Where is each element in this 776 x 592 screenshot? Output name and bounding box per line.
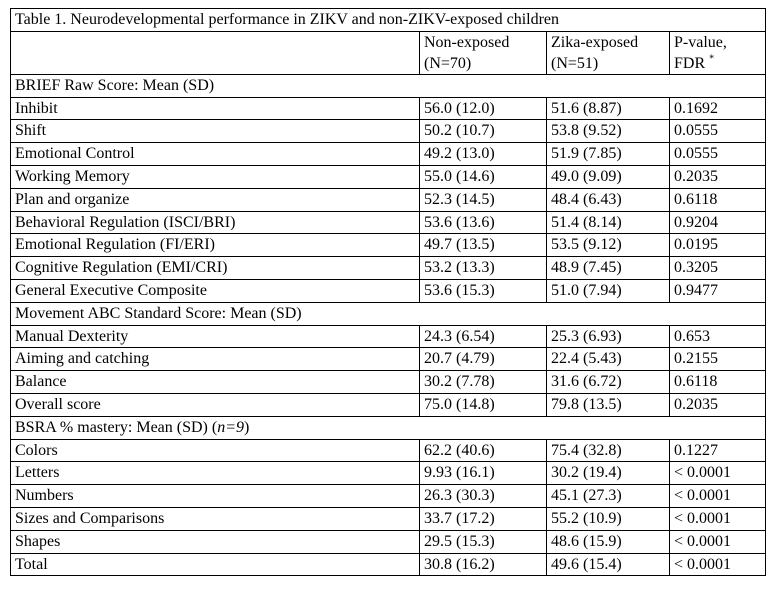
p-value: < 0.0001 — [670, 507, 766, 530]
zika-exposed-value: 51.6 (8.87) — [547, 97, 670, 120]
zika-exposed-value: 30.2 (19.4) — [547, 462, 670, 485]
p-value: 0.0555 — [670, 120, 766, 143]
section-label — [11, 302, 766, 325]
p-value: 0.1692 — [670, 97, 766, 120]
zika-exposed-value: 53.8 (9.52) — [547, 120, 670, 143]
p-value: 0.0195 — [670, 234, 766, 257]
table-row — [11, 507, 766, 530]
section-header-row — [11, 416, 766, 439]
p-value: < 0.0001 — [670, 485, 766, 508]
header-p-value — [670, 31, 766, 74]
p-value: 0.0555 — [670, 143, 766, 166]
table-row — [11, 211, 766, 234]
non-exposed-value: 50.2 (10.7) — [420, 120, 547, 143]
zika-exposed-value: 51.4 (8.14) — [547, 211, 670, 234]
non-exposed-value: 56.0 (12.0) — [420, 97, 547, 120]
non-exposed-value: 24.3 (6.54) — [420, 325, 547, 348]
table-row — [11, 97, 766, 120]
zika-exposed-value: 75.4 (32.8) — [547, 439, 670, 462]
zika-exposed-value: 25.3 (6.93) — [547, 325, 670, 348]
non-exposed-value: 55.0 (14.6) — [420, 165, 547, 188]
zika-exposed-value: 49.6 (15.4) — [547, 553, 670, 576]
non-exposed-value: 75.0 (14.8) — [420, 393, 547, 416]
non-exposed-value: 29.5 (15.3) — [420, 530, 547, 553]
non-exposed-value: 62.2 (40.6) — [420, 439, 547, 462]
non-exposed-value: 33.7 (17.2) — [420, 507, 547, 530]
table-row — [11, 143, 766, 166]
zika-exposed-value: 79.8 (13.5) — [547, 393, 670, 416]
row-label: Total — [11, 553, 420, 576]
p-value: 0.3205 — [670, 257, 766, 280]
p-value: 0.6118 — [670, 188, 766, 211]
table-row — [11, 393, 766, 416]
table-row — [11, 325, 766, 348]
zika-exposed-value: 53.5 (9.12) — [547, 234, 670, 257]
table-row — [11, 530, 766, 553]
zika-exposed-value: 31.6 (6.72) — [547, 371, 670, 394]
row-label: Colors — [11, 439, 420, 462]
zika-exposed-value: 49.0 (9.09) — [547, 165, 670, 188]
header-zika-exposed — [547, 31, 670, 74]
section-label-suffix: ) — [244, 418, 250, 436]
section-header-row — [11, 302, 766, 325]
row-label: Inhibit — [11, 97, 420, 120]
section-header-row — [11, 74, 766, 97]
header-non-exposed-line2: (N=70) — [424, 54, 472, 72]
header-p-value-line1: P-value, — [674, 33, 727, 51]
zika-exposed-value: 48.4 (6.43) — [547, 188, 670, 211]
non-exposed-value: 9.93 (16.1) — [420, 462, 547, 485]
p-value: 0.2155 — [670, 348, 766, 371]
zika-exposed-value: 48.9 (7.45) — [547, 257, 670, 280]
zika-exposed-value: 22.4 (5.43) — [547, 348, 670, 371]
row-label: Emotional Regulation (FI/ERI) — [11, 234, 420, 257]
header-non-exposed — [420, 31, 547, 74]
table-row — [11, 120, 766, 143]
results-table — [10, 8, 766, 576]
non-exposed-value: 49.7 (13.5) — [420, 234, 547, 257]
header-zika-exposed-line1: Zika-exposed — [551, 33, 639, 51]
zika-exposed-value: 45.1 (27.3) — [547, 485, 670, 508]
row-label: Cognitive Regulation (EMI/CRI) — [11, 257, 420, 280]
row-label: Plan and organize — [11, 188, 420, 211]
table-row — [11, 553, 766, 576]
zika-exposed-value: 55.2 (10.9) — [547, 507, 670, 530]
table-header-row — [11, 31, 766, 74]
zika-exposed-value: 51.9 (7.85) — [547, 143, 670, 166]
footnote-marker: * — [709, 53, 715, 65]
header-p-value-line2-wrap — [674, 53, 765, 74]
p-value: 0.653 — [670, 325, 766, 348]
row-label: Overall score — [11, 393, 420, 416]
row-label: Working Memory — [11, 165, 420, 188]
p-value: 0.2035 — [670, 165, 766, 188]
table-row — [11, 485, 766, 508]
row-label: Sizes and Comparisons — [11, 507, 420, 530]
section-label — [11, 74, 766, 97]
zika-exposed-value: 51.0 (7.94) — [547, 279, 670, 302]
p-value: 0.1227 — [670, 439, 766, 462]
p-value: < 0.0001 — [670, 462, 766, 485]
row-label: Shapes — [11, 530, 420, 553]
section-label — [11, 416, 766, 439]
row-label: Behavioral Regulation (ISCI/BRI) — [11, 211, 420, 234]
header-p-value-line2: FDR — [674, 54, 706, 72]
table-title: Table 1. Neurodevelopmental performance in ZIKV and non-ZIKV-exposed children — [11, 9, 766, 32]
table-row — [11, 234, 766, 257]
section-label-text: Movement ABC Standard Score: Mean (SD) — [15, 304, 302, 322]
results-table-body — [11, 9, 766, 576]
zika-exposed-value: 48.6 (15.9) — [547, 530, 670, 553]
table-row — [11, 348, 766, 371]
row-label: Numbers — [11, 485, 420, 508]
row-label: Manual Dexterity — [11, 325, 420, 348]
non-exposed-value: 53.6 (15.3) — [420, 279, 547, 302]
section-label-text: BSRA % mastery: Mean (SD) ( — [15, 418, 218, 436]
row-label: Balance — [11, 371, 420, 394]
non-exposed-value: 20.7 (4.79) — [420, 348, 547, 371]
row-label: Shift — [11, 120, 420, 143]
row-label: Emotional Control — [11, 143, 420, 166]
table-row — [11, 462, 766, 485]
p-value: 0.6118 — [670, 371, 766, 394]
table-row — [11, 279, 766, 302]
non-exposed-value: 30.8 (16.2) — [420, 553, 547, 576]
p-value: < 0.0001 — [670, 553, 766, 576]
header-zika-exposed-line2: (N=51) — [551, 54, 599, 72]
non-exposed-value: 26.3 (30.3) — [420, 485, 547, 508]
p-value: 0.9477 — [670, 279, 766, 302]
table-row — [11, 257, 766, 280]
p-value: 0.9204 — [670, 211, 766, 234]
non-exposed-value: 49.2 (13.0) — [420, 143, 547, 166]
non-exposed-value: 30.2 (7.78) — [420, 371, 547, 394]
p-value: < 0.0001 — [670, 530, 766, 553]
header-blank-cell — [11, 31, 420, 74]
header-non-exposed-line1: Non-exposed — [424, 33, 510, 51]
section-label-text: BRIEF Raw Score: Mean (SD) — [15, 76, 215, 94]
row-label: General Executive Composite — [11, 279, 420, 302]
p-value: 0.2035 — [670, 393, 766, 416]
row-label: Aiming and catching — [11, 348, 420, 371]
section-label-italic: n=9 — [217, 418, 244, 436]
non-exposed-value: 53.6 (13.6) — [420, 211, 547, 234]
table-row — [11, 165, 766, 188]
table-row — [11, 188, 766, 211]
table-title-row — [11, 9, 766, 32]
document-page — [10, 8, 765, 576]
row-label: Letters — [11, 462, 420, 485]
non-exposed-value: 52.3 (14.5) — [420, 188, 547, 211]
table-row — [11, 439, 766, 462]
table-row — [11, 371, 766, 394]
non-exposed-value: 53.2 (13.3) — [420, 257, 547, 280]
